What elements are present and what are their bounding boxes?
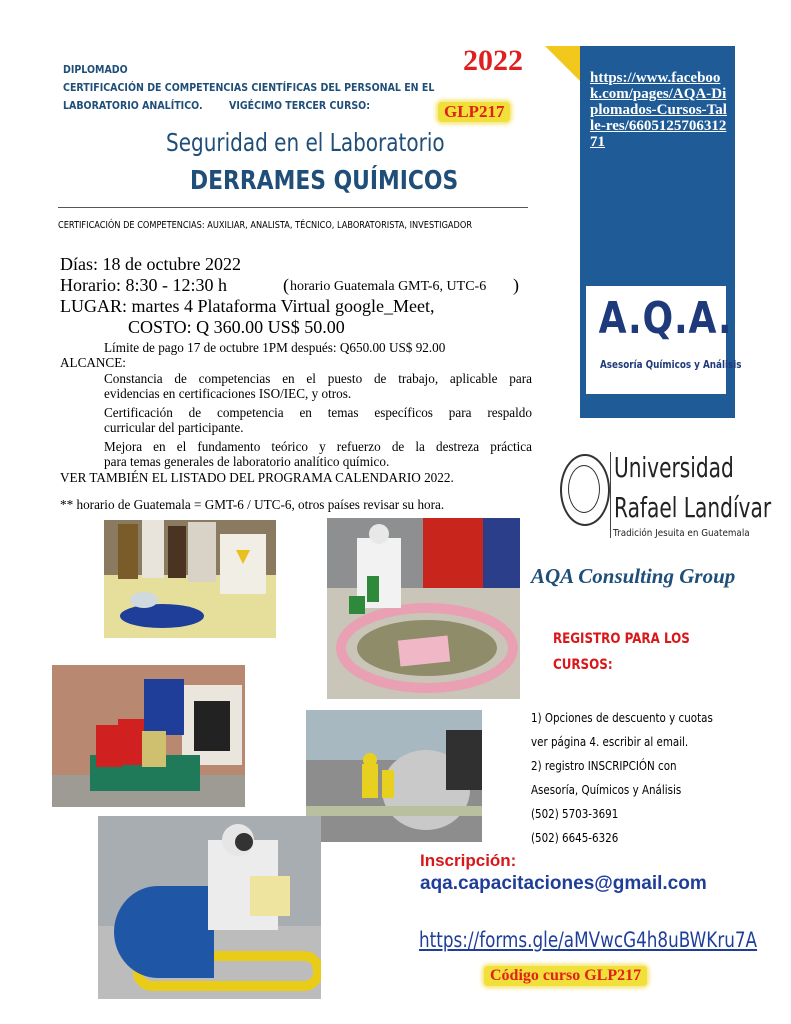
university-divider <box>610 452 611 538</box>
year-label: 2022 <box>463 44 523 77</box>
inscripcion-label: Inscripción: <box>420 851 517 870</box>
subtitle: Seguridad en el Laboratorio <box>166 128 445 157</box>
alcance-item: Mejora en el fundamento teórico y refuerzo de la destreza práctica <box>104 439 532 454</box>
registro-line: Asesoría, Químicos y Análisis <box>531 783 682 797</box>
horario-paren-close: ) <box>513 275 519 295</box>
photo-lab-spill <box>104 520 276 638</box>
university-tagline: Tradición Jesuita en Guatemala <box>613 528 750 539</box>
alcance-item: evidencias en certificaciones ISO/IEC, y otros. <box>104 386 352 401</box>
horario-paren-open: ( <box>283 275 289 295</box>
registro-title <box>553 626 690 678</box>
photo-spill-boom <box>327 518 520 699</box>
consulting-group: AQA Consulting Group <box>531 564 736 588</box>
photo-tanker-hazmat <box>306 710 482 842</box>
university-name: Universidad <box>614 451 734 484</box>
header-line-curso: VIGÉCIMO TERCER CURSO: <box>229 99 371 112</box>
university-name-line2: Rafael Landívar <box>614 491 772 524</box>
registro-line: ver página 4. escribir al email. <box>531 735 689 749</box>
aqa-logo: A.Q.A. <box>598 293 733 344</box>
codigo-curso-badge: Código curso GLP217 <box>484 966 647 986</box>
aqa-tagline: Asesoría Químicos y Análisis <box>600 358 742 371</box>
registro-phone: (502) 6645-6326 <box>531 831 619 845</box>
header-line-laboratorio: LABORATORIO ANALÍTICO. <box>63 99 203 112</box>
horario: Horario: 8:30 - 12:30 h <box>60 275 227 295</box>
course-code-badge: GLP217 <box>438 102 510 122</box>
alcance-item: Certificación de competencia en temas específicos para respaldo <box>104 405 532 420</box>
registro-title-line1: REGISTRO PARA LOS <box>553 631 690 647</box>
alcance-title: ALCANCE: <box>60 355 126 370</box>
costo: COSTO: Q 360.00 US$ 50.00 <box>128 317 345 337</box>
page-title: DERRAMES QUÍMICOS <box>190 166 459 196</box>
registro-phone: (502) 5703-3691 <box>531 807 619 821</box>
ver-tambien: VER TAMBIÉN EL LISTADO DEL PROGRAMA CALENDARIO 2022. <box>60 470 454 485</box>
registro-line: 2) registro INSCRIPCIÓN con <box>531 759 677 773</box>
divider <box>58 207 528 208</box>
corner-accent <box>545 46 580 81</box>
dias: Días: 18 de octubre 2022 <box>60 254 241 274</box>
lugar: LUGAR: martes 4 Plataforma Virtual google_Meet, <box>60 296 435 316</box>
photo-drum-absorbent <box>98 816 321 999</box>
aqa-logo-box <box>586 286 742 394</box>
alcance-item: para temas generales de laboratorio analítico químico. <box>104 454 390 469</box>
registro-line: 1) Opciones de descuento y cuotas <box>531 711 713 725</box>
limite-pago: Límite de pago 17 de octubre 1PM después: Q650.00 US$ 92.00 <box>104 340 446 355</box>
registro-list <box>531 706 713 850</box>
header-line-certificacion: CERTIFICACIÓN DE COMPETENCIAS CIENTÍFICAS DEL PERSONAL EN EL <box>63 81 435 94</box>
header-line-diplomado: DIPLOMADO <box>63 63 128 76</box>
photo-spill-pallet <box>52 665 245 807</box>
registro-title-line2: CURSOS: <box>553 657 613 673</box>
inscripcion-email-link[interactable]: aqa.capacitaciones@gmail.com <box>420 873 707 894</box>
alcance-item: curricular del participante. <box>104 420 244 435</box>
alcance-item: Constancia de competencias en el puesto de trabajo, aplicable para <box>104 371 532 386</box>
horario-note: horario Guatemala GMT-6, UTC-6 <box>290 279 487 294</box>
university-seal-icon <box>560 454 610 526</box>
form-link[interactable]: https://forms.gle/aMVwcG4h8uBWKru7A <box>419 928 758 952</box>
certification-line: CERTIFICACIÓN DE COMPETENCIAS: AUXILIAR, ANALISTA, TÉCNICO, LABORATORISTA, INVESTIGADOR <box>58 220 473 231</box>
facebook-link[interactable]: https://www.facebook.com/pages/AQA-Diplomados-Cursos-Talle-res/660512570631271 <box>590 70 727 150</box>
nota-horario: ** horario de Guatemala = GMT-6 / UTC-6, otros países revisar su hora. <box>60 497 445 512</box>
